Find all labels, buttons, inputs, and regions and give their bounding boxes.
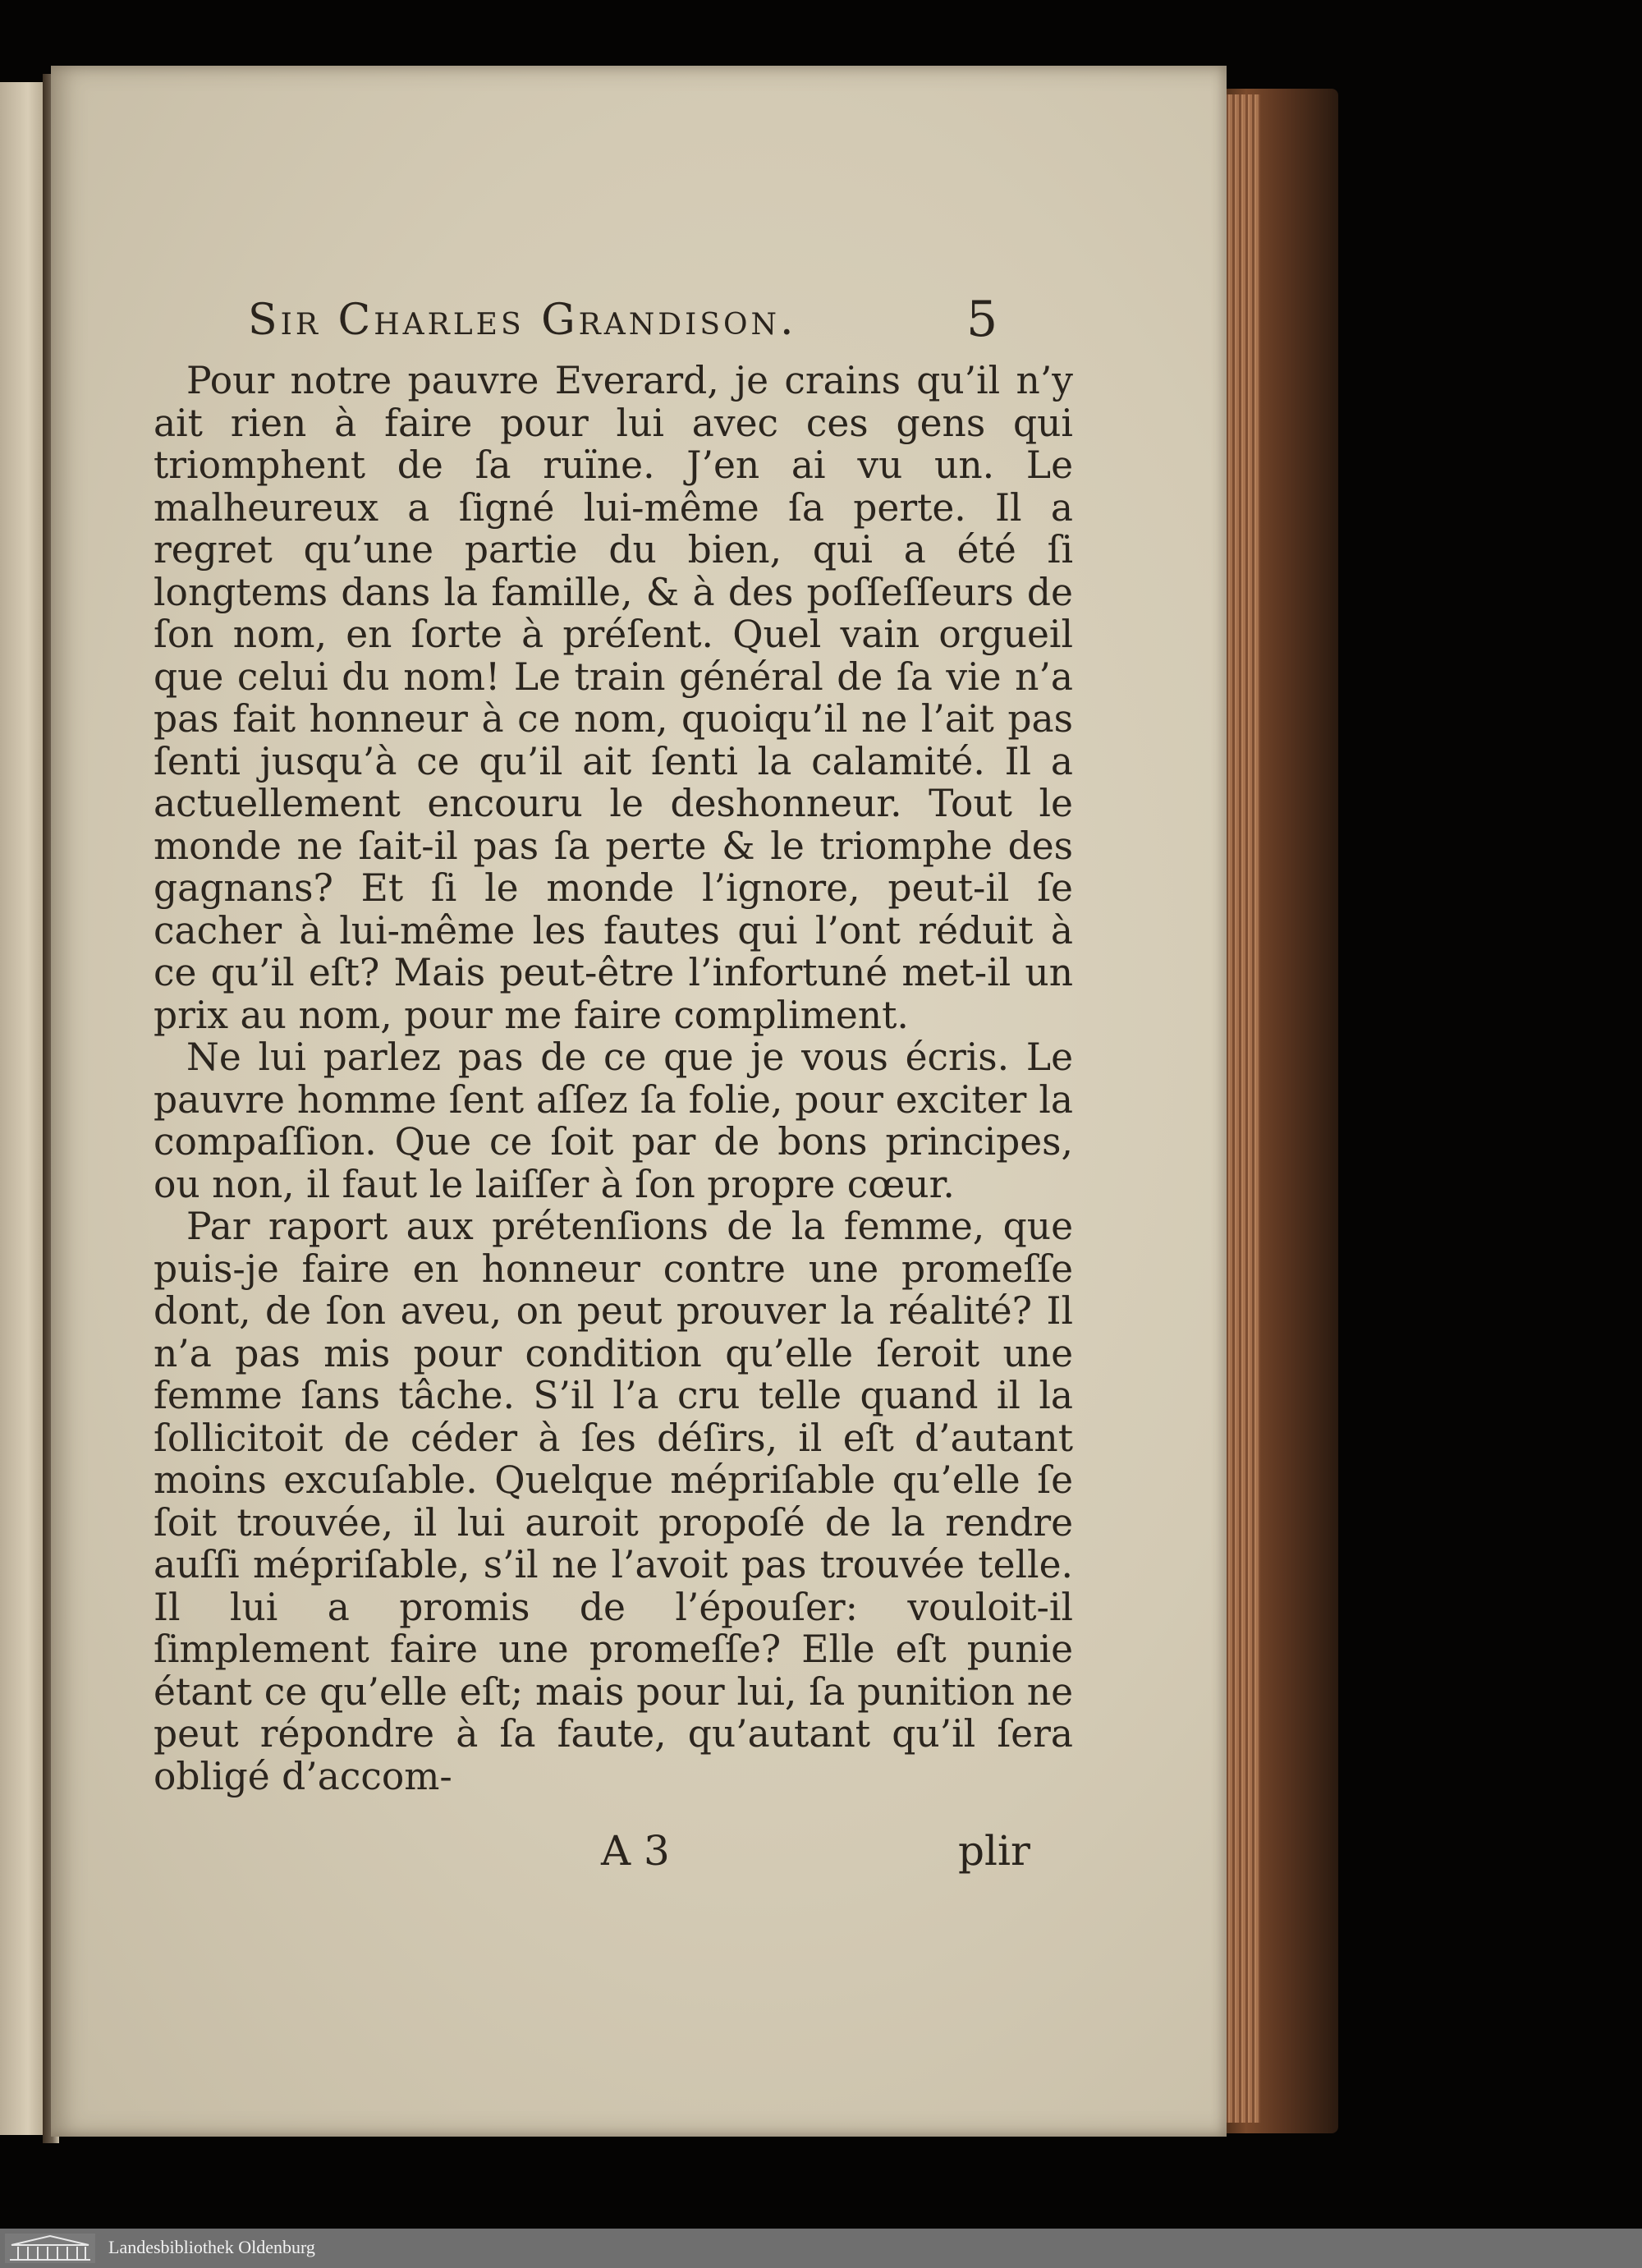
library-name[interactable]: Landesbibliothek Oldenburg <box>108 2237 315 2257</box>
library-footer-bar <box>0 2229 1642 2268</box>
body-text <box>154 360 1073 1797</box>
paragraph: Pour notre pauvre Everard, je crains qu’il n’y ait rien à faire pour lui avec ces gens qui triomphent de ſa ruïne. J’en ai vu un. Le malheureux a ſigné lui-même ſa perte. Il a regret qu’une partie du bien, qui a été ſi longtems dans la famille, & à des poſſeſſeurs de ſon nom, en ſorte à préſent. Quel vain orgueil que celui du nom! Le train général de ſa vie n’a pas fait honneur à ce nom, quoiqu’il ne l’ait pas ſenti jusqu’à ce qu’il ait ſenti la calamité. Il a actuellement encouru le deshonneur. Tout le monde ne ſait-il pas ſa perte & le triomphe des gagnans? Et ſi le monde l’ignore, peut-il ſe cacher à lui-même les fautes qui l’ont réduit à ce qu’il eſt? Mais peut-être l’infortuné met-il un prix au nom, pour me faire compliment. <box>154 359 1073 1037</box>
page-header <box>51 291 1227 353</box>
catchword: plir <box>958 1827 1030 1875</box>
library-building-icon <box>5 2234 95 2263</box>
page-number: 5 <box>966 291 998 348</box>
paragraph: Par raport aux prétenſions de la femme, que puis-je faire en honneur contre une promeſſe dont, de ſon aveu, on peut prouver la réalité? Il n’a pas mis pour condition qu’elle ſeroit une femme ſans tâche. S’il l’a cru telle quand il la ſollicitoit de céder à ſes déſirs, il eſt d’autant moins excuſable. Quelque mépriſable qu’elle ſe ſoit trouvée, il lui auroit propoſé de la rendre auſſi mépriſable, s’il ne l’avoit pas trouvée telle. Il lui a promis de l’épouſer: vouloit-il ſimplement faire une promeſſe? Elle eſt punie étant ce qu’elle eſt; mais pour lui, ſa punition ne peut répondre à ſa faute, qu’autant qu’il ſera obligé d’accom- <box>154 1205 1073 1798</box>
paragraph: Ne lui parlez pas de ce que je vous écris. Le pauvre homme ſent aſſez ſa folie, pour exciter la compaſſion. Que ce ſoit par de bons principes, ou non, il faut le laiſſer à ſon propre cœur. <box>154 1035 1073 1206</box>
signature-mark: A 3 <box>601 1827 670 1875</box>
page-edges <box>1223 94 1260 2123</box>
page-footer <box>51 1827 1227 1885</box>
running-title: Sir Charles Grandison. <box>248 296 797 345</box>
book-page <box>51 66 1227 2137</box>
